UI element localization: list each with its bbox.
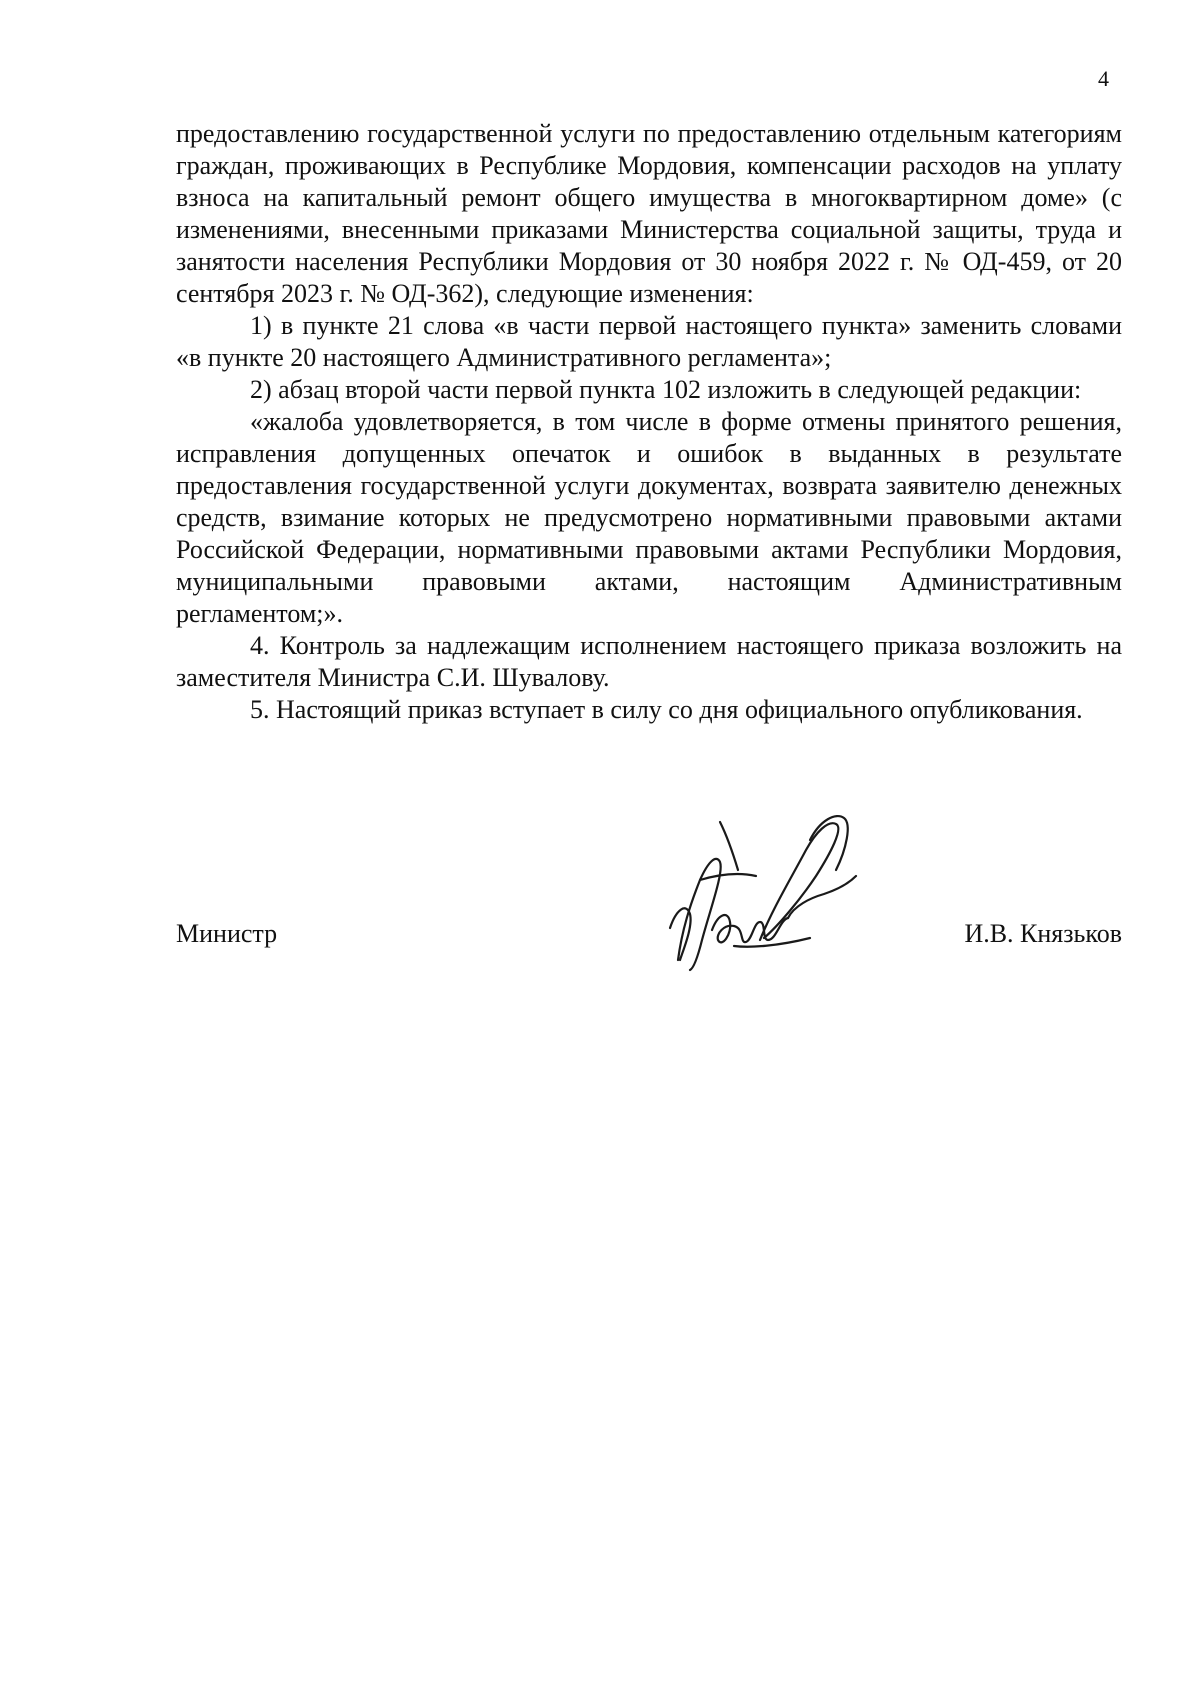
signer-title: Министр [176,919,278,948]
signer-name: И.В. Князьков [964,919,1122,948]
paragraph-continuation: предоставлению государственной услуги по предоставлению отдельным категориям граждан, проживающих в Республике Мордовия, компенсации расходов на уплату взноса на капитальный ремонт общего имущества в многоквартирном доме» (с изменениями, внесенными приказами Министерства социальной защиты, труда и занятости населения Республики Мордовия от 30 ноября 2022 г. № ОД-459, от 20 сентября 2023 г. № ОД-362), следующие изменения: [176,119,1122,308]
paragraph-item-1: 1) в пункте 21 слова «в части первой настоящего пункта» заменить словами «в пункте 20 настоящего Административного регламента»; [176,311,1122,372]
handwritten-signature [660,810,870,978]
paragraph-quoted-text: «жалоба удовлетворяется, в том числе в форме отмены принятого решения, исправления допущенных опечаток и ошибок в выданных в результате предоставления государственной услуги документах, возврата заявителю денежных средств, взимание которых не предусмотрено нормативными правовыми актами Российской Федерации, нормативными правовыми актами Республики Мордовия, муниципальными правовыми актами, настоящим Административным регламентом;». [176,407,1122,628]
paragraph-item-2: 2) абзац второй части первой пункта 102 изложить в следующей редакции: [250,375,1082,404]
page-number: 4 [1098,66,1109,91]
paragraph-point-5: 5. Настоящий приказ вступает в силу со дня официального опубликования. [250,695,1083,724]
document-body [176,118,1122,726]
paragraph-point-4: 4. Контроль за надлежащим исполнением настоящего приказа возложить на заместителя Министра С.И. Шувалову. [176,631,1122,692]
